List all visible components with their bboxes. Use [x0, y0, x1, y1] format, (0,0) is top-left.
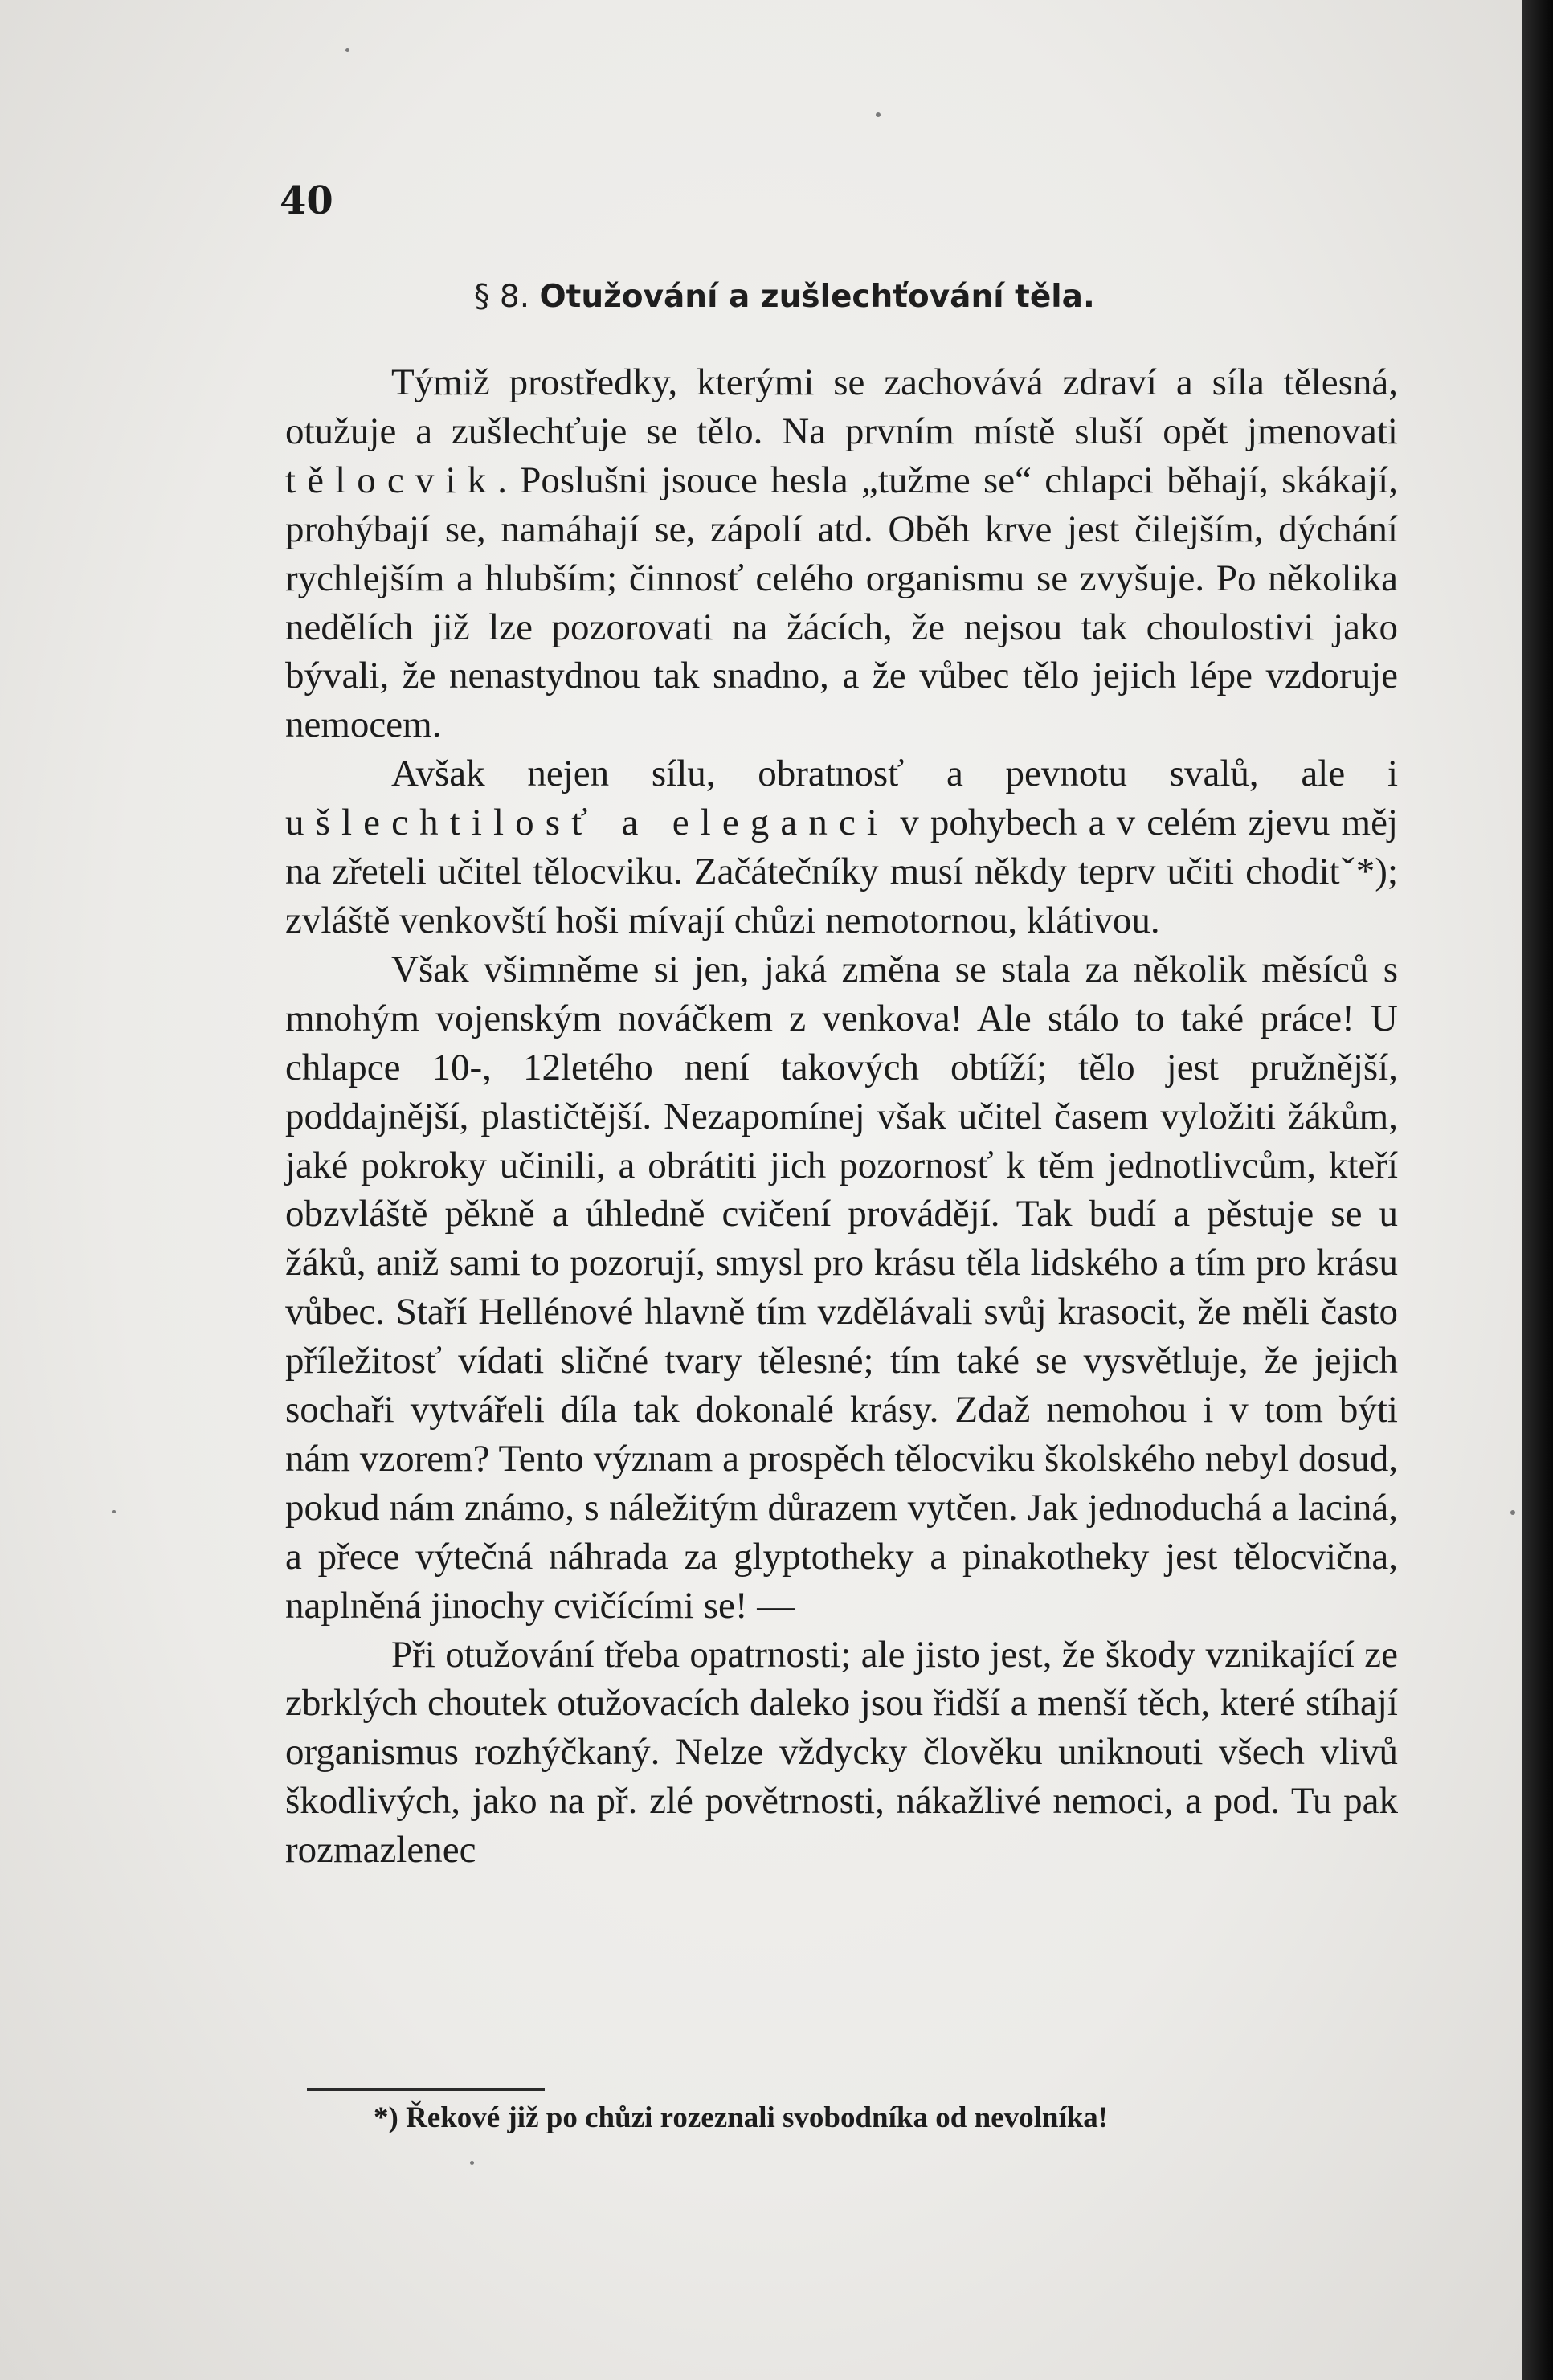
paper-speck: [876, 112, 881, 117]
page-number: 40: [280, 178, 333, 223]
paragraph-3: Však všimněme si jen, jaká změna se stala za několik měsíců s mnohým vojenským nováčkem z venkova! Ale stálo to také práce! U chlapce 10-, 12letého není takových obtíží; tělo jest pružnější, poddajnější, plastičtější. Nezapomínej však učitel časem vyložiti žákům, jaké pokroky učinili, a obrátiti jich pozornosť k těm jednotlivcům, kteří obzvláště pěkně a úhledně cvičení provádějí. Tak budí a pěstuje se u žáků, aniž sami to pozorují, smysl pro krásu těla lidského a tím pro krásu vůbec. Staří Hellénové hlavně tím vzdělávali svůj krasocit, že měli často příležitosť vídati sličné tvary tělesné; tím také se vysvětluje, že jejich sochaři vytvářeli díla tak dokonalé krásy. Zdaž nemohou i v tom býti nám vzorem? Tento význam a prospěch tělocviku školského nebyl dosud, pokud nám známo, s náležitým důrazem vytčen. Jak jednoduchá a laciná, a přece výtečná náhrada za glyptotheky a pinakotheky jest tělocvična, naplněná jinochy cvičícími se! —: [285, 948, 1398, 1627]
paragraph-1: [285, 358, 1398, 749]
section-number: § 8.: [474, 279, 530, 315]
paper-speck: [1510, 1510, 1515, 1515]
scan-edge: [1522, 0, 1553, 2380]
footnote: *) Řekové již po chůzi rozeznali svobodníka od nevolníka!: [374, 2101, 1109, 2134]
paper-speck: [112, 1510, 116, 1513]
spaced-term-telocvik: tělocvik: [285, 459, 498, 501]
paper-speck: [470, 2161, 474, 2165]
paper-speck: [345, 48, 349, 52]
paragraph-2-text-b: v pohybech a v celém zjevu měj na zřeteli učitel tělocviku. Začátečníky musí někdy teprv učiti choditˇ*); zvláště venkovští hoši mívají chůzi nemotornou, klátivou.: [285, 802, 1398, 941]
paragraph-1-text-a: Týmiž prostředky, kterými se zachovává zdraví a síla tělesná, otužuje a zušlechťuje se tělo. Na prvním místě sluší opět jmenovati: [285, 361, 1398, 452]
paragraph-2-text-a: Avšak nejen sílu, obratnosť a pevnotu svalů, ale i: [391, 753, 1398, 795]
body-text: [285, 358, 1398, 1875]
section-heading: [474, 279, 1095, 315]
footnote-divider: [307, 2088, 545, 2091]
spaced-term-uslechtilost: ušlechtilosť a eleganci: [285, 802, 889, 844]
paragraph-2: [285, 749, 1398, 945]
section-title: Otužování a zušlechťování těla.: [539, 279, 1095, 315]
paragraph-1-text-b: . Poslušni jsouce hesla „tužme se“ chlapci běhají, skákají, prohýbají se, namáhají se, zápolí atd. Oběh krve jest čilejším, dýchání rychlejším a hlubším; činnosť celého organismu se zvyšuje. Po několika nedělích již lze pozorovati na žácích, že nejsou tak choulostivi jako bývali, že nenastydnou tak snadno, a že vůbec tělo jejich lépe vzdoruje nemocem.: [285, 459, 1398, 746]
paragraph-4: Při otužování třeba opatrnosti; ale jisto jest, že škody vznikající ze zbrklých choutek otužovacích daleko jsou řidší a menší těch, které stíhají organismus rozhýčkaný. Nelze vždycky člověku uniknouti všech vlivů škodlivých, jako na př. zlé povětrnosti, nákažlivé nemoci, a pod. Tu pak rozmazlenec: [285, 1633, 1398, 1872]
